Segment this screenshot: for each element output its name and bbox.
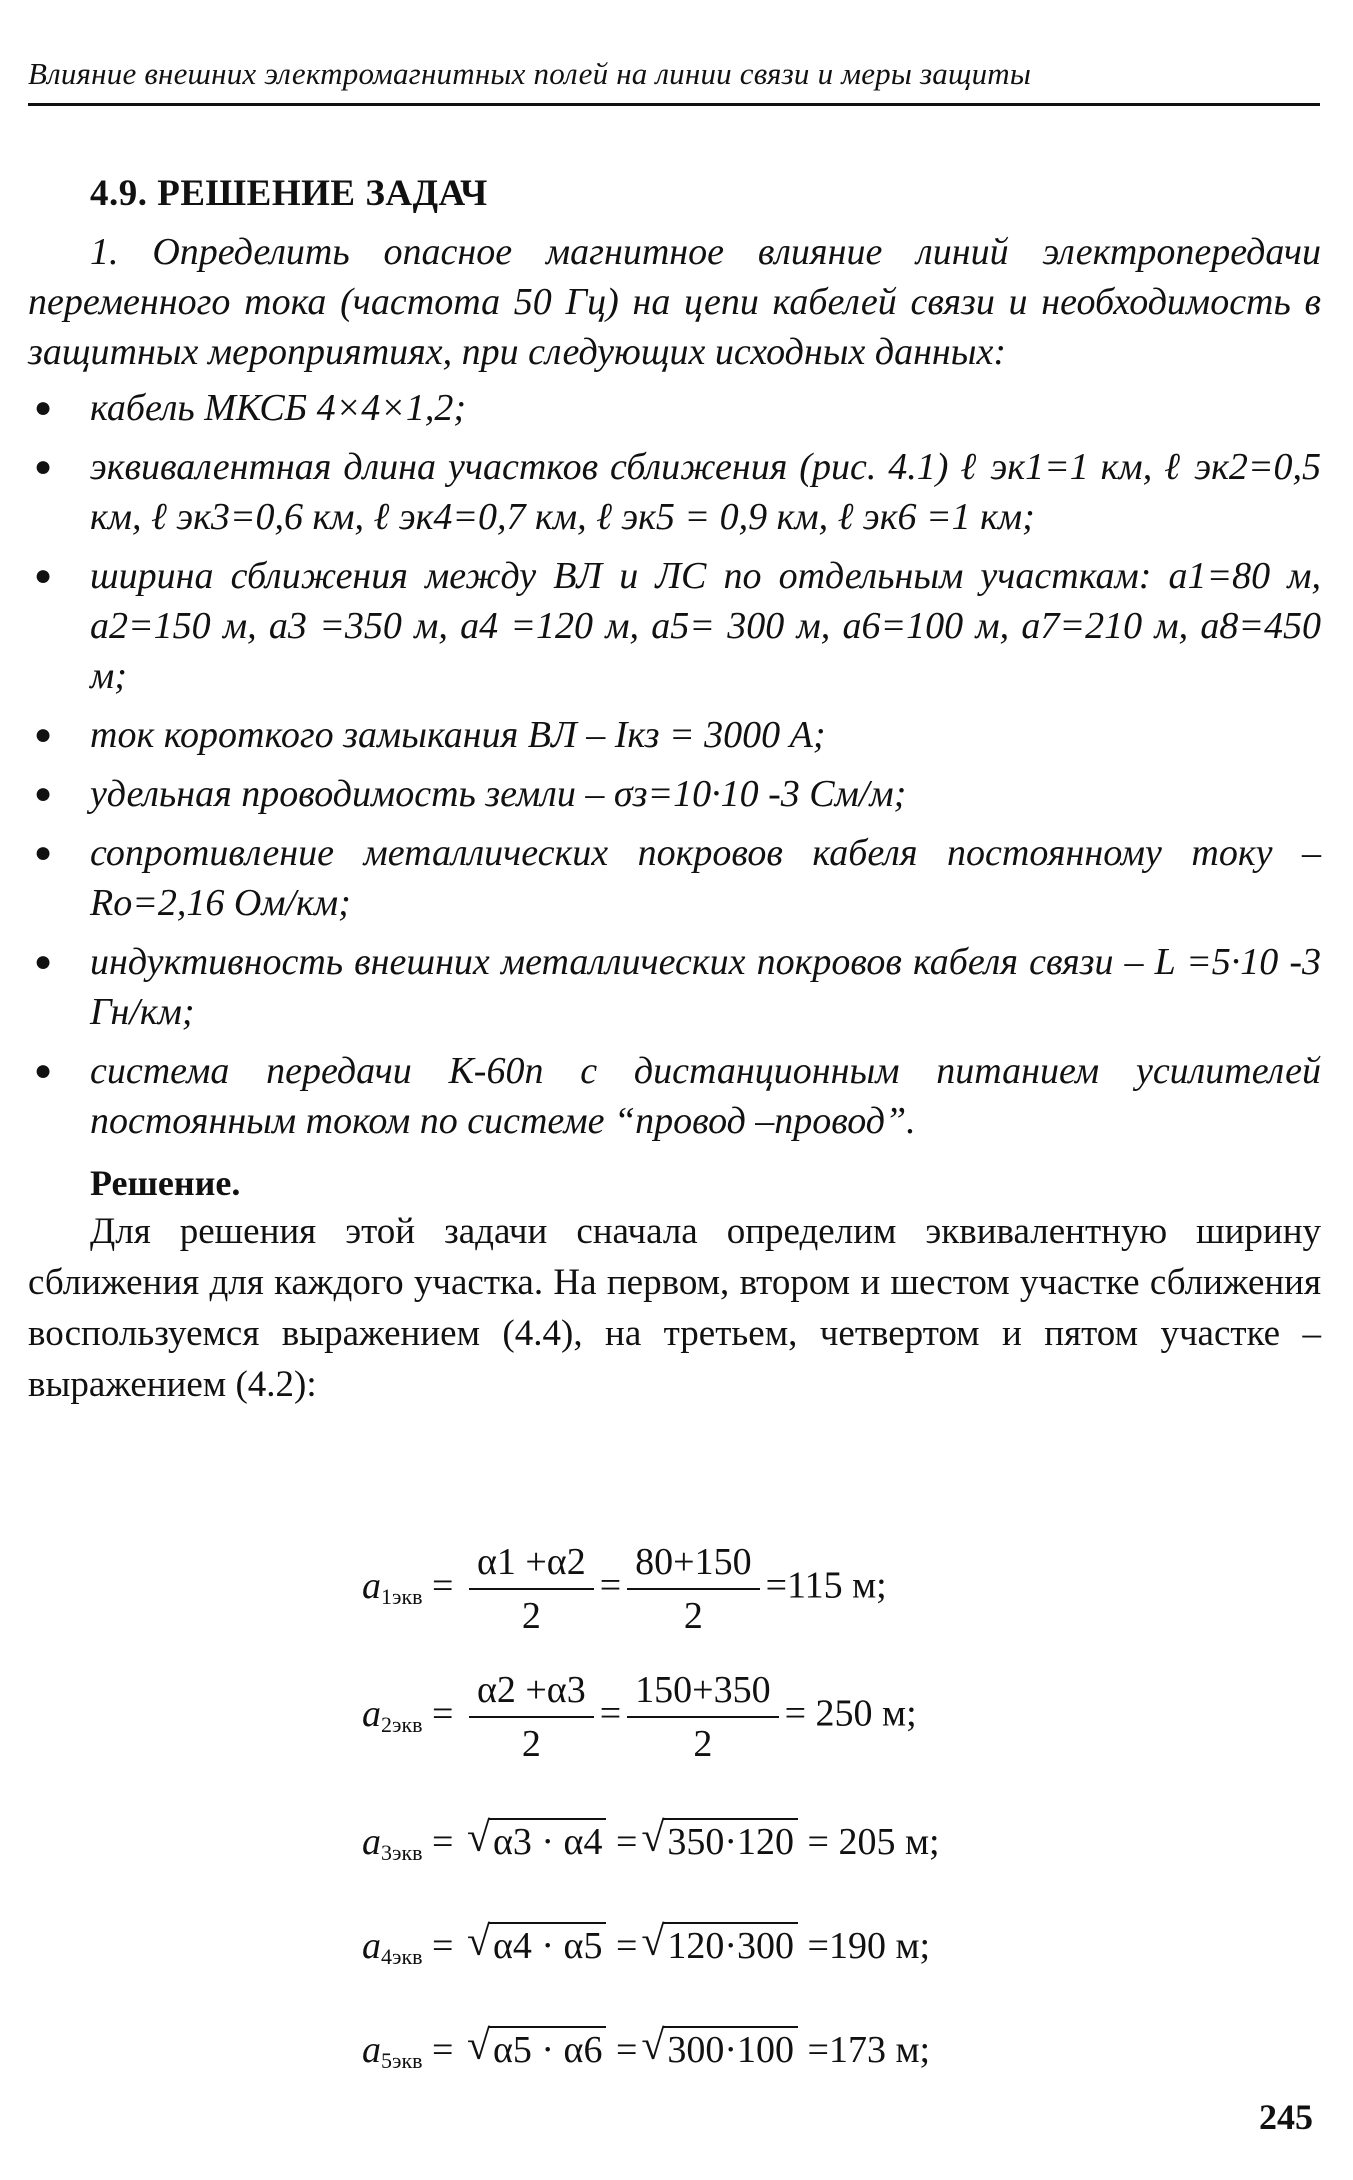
task-intro: 1. Определить опасное магнитное влияние линий электропередачи переменного тока (частота 50 Гц) на цепи кабелей связи и необходимость в защитных мероприятиях, при следующих исходных данных: [28, 231, 1321, 373]
header-rule [28, 103, 1320, 106]
page-number: 245 [1259, 2097, 1313, 2137]
running-title: Влияние внешних электромагнитных полей на линии связи и меры защиты [28, 56, 1032, 91]
fraction: $\frac{\alpha 2 +\alpha 3}{2}$ [469, 1668, 594, 1766]
section-heading: 4.9. РЕШЕНИЕ ЗАДАЧ [90, 173, 488, 214]
square-root: √ 120·300 [641, 1922, 798, 1968]
radical-sign-icon: √ [466, 1815, 491, 1861]
square-root: √ α4 · α5 [467, 1922, 606, 1968]
square-root: √ 350·120 [641, 1818, 798, 1864]
bullet-icon: ● [34, 945, 53, 978]
fraction: $\frac{150+350}{2}$ [627, 1668, 778, 1766]
bullet-icon: ● [34, 836, 53, 869]
fraction: $\frac{\alpha 1 +\alpha 2}{2}$ [469, 1540, 594, 1638]
page-body [28, 172, 1321, 1410]
formula-a5: $a_{5экв}$ = √ α5 · α6 = √ 300·100 =173 м; [362, 2023, 931, 2073]
square-root: √ 300·100 [641, 2026, 798, 2072]
condition-item: ● индуктивность внешних металлических покровов кабеля связи – L =5·10 -3 Гн/км; [28, 937, 1321, 1037]
bullet-icon: ● [34, 391, 53, 424]
condition-item: ● ширина сближения между ВЛ и ЛС по отдельным участкам: a1=80 м, a2=150 м, a3 =350 м, a4 =120 м, a5= 300 м, a6=100 м, a7=210 м, a8=450 м; [28, 551, 1321, 701]
radical-sign-icon: √ [641, 2023, 665, 2069]
formula-a1: $a_{1экв}$ = $\frac{\alpha 1 +\alpha 2}{2}$ = $\frac{80+150}{2}$ =115 м; [362, 1541, 887, 1637]
formula-a4: $a_{4экв}$ = √ α4 · α5 = √ 120·300 =190 м; [362, 1919, 931, 1969]
condition-item: ● ток короткого замыкания ВЛ – Iкз = 3000 А; [28, 710, 1321, 760]
radical-sign-icon: √ [641, 1919, 665, 1965]
radical-sign-icon: √ [466, 2023, 491, 2069]
square-root: √ α3 · α4 [467, 1818, 606, 1864]
bullet-icon: ● [34, 1054, 53, 1087]
solution-title: Решение. [90, 1163, 241, 1203]
fraction: $\frac{80+150}{2}$ [627, 1540, 759, 1638]
conditions-list [28, 383, 1321, 1146]
radical-sign-icon: √ [466, 1919, 491, 1965]
condition-item: ● система передачи К-60п с дистанционным питанием усилителей постоянным током по системе “провод –провод”. [28, 1046, 1321, 1146]
bullet-icon: ● [34, 450, 53, 483]
condition-item: ● удельная проводимость земли – σз=10·10 -3 См/м; [28, 769, 1321, 819]
formula-a2: $a_{2экв}$ = $\frac{\alpha 2 +\alpha 3}{2}$ = $\frac{150+350}{2}$ = 250 м; [362, 1669, 917, 1765]
solution-text: Для решения этой задачи сначала определим эквивалентную ширину сближения для каждого участка. На первом, втором и шестом участке сближения воспользуемся выражением (4.4), на третьем, четвертом и пятом участке – выражением (4.2): [28, 1211, 1321, 1405]
radical-sign-icon: √ [641, 1815, 665, 1861]
condition-item: ● эквивалентная длина участков сближения (рис. 4.1) ℓ эк1=1 км, ℓ эк2=0,5 км, ℓ эк3=0,6 км, ℓ эк4=0,7 км, ℓ эк5 = 0,9 км, ℓ эк6 =1 км; [28, 442, 1321, 542]
condition-item: ● сопротивление металлических покровов кабеля постоянному току – Ro=2,16 Ом/км; [28, 828, 1321, 928]
square-root: √ α5 · α6 [467, 2026, 606, 2072]
bullet-icon: ● [34, 559, 53, 592]
condition-item: ● кабель МКСБ 4×4×1,2; [28, 383, 1321, 433]
formula-a3: $a_{3экв}$ = √ α3 · α4 = √ 350·120 = 205 м; [362, 1815, 940, 1865]
bullet-icon: ● [34, 718, 53, 751]
bullet-icon: ● [34, 777, 53, 810]
